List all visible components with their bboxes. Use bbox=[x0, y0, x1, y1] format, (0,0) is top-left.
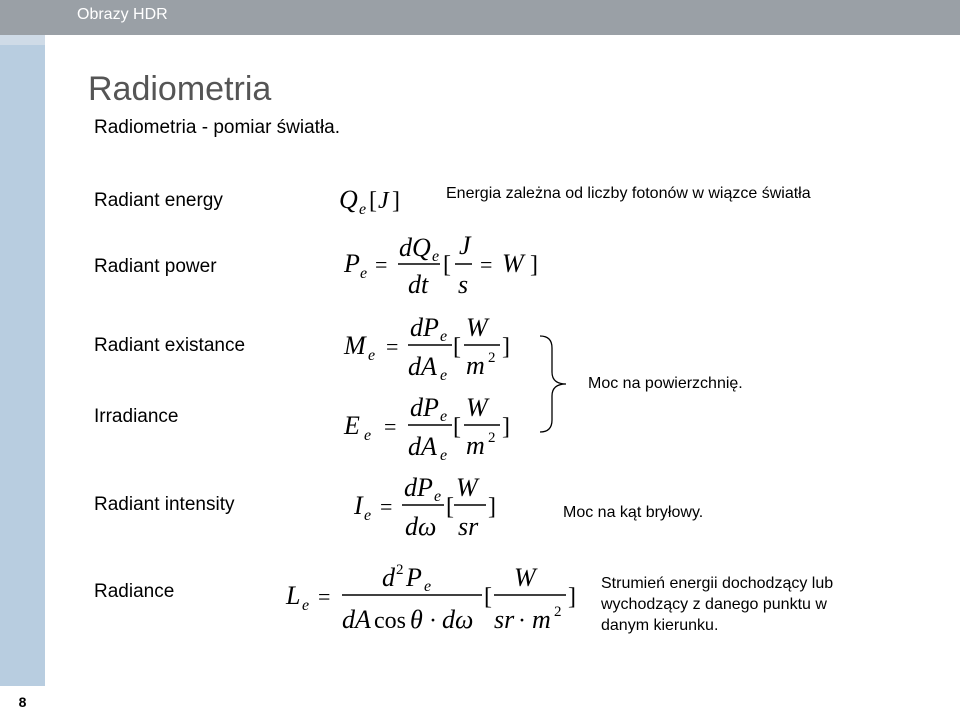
svg-text:e: e bbox=[302, 597, 310, 614]
svg-text:W: W bbox=[514, 563, 536, 592]
svg-text:dP: dP bbox=[404, 473, 433, 502]
desc-radiance-line: danym kierunku. bbox=[601, 617, 719, 634]
svg-text:W: W bbox=[502, 249, 524, 278]
curly-brace bbox=[536, 334, 576, 434]
label-irradiance: Irradiance bbox=[94, 406, 179, 427]
svg-text:sr: sr bbox=[458, 512, 479, 541]
svg-text:]: ] bbox=[568, 584, 576, 610]
svg-text:=: = bbox=[380, 494, 393, 519]
svg-text:]: ] bbox=[530, 252, 538, 278]
svg-text:e: e bbox=[364, 507, 372, 524]
svg-text:e: e bbox=[440, 367, 448, 384]
svg-text:Q: Q bbox=[339, 185, 358, 214]
svg-text:cos: cos bbox=[374, 608, 406, 634]
label-radiance: Radiance bbox=[94, 581, 175, 602]
svg-text:sr: sr bbox=[494, 605, 515, 634]
desc-radiant-energy: Energia zależna od liczby fotonów w wiązce światła bbox=[446, 185, 811, 202]
svg-text:W: W bbox=[466, 313, 488, 342]
svg-text:J: J bbox=[459, 231, 471, 260]
svg-text:]: ] bbox=[392, 188, 400, 214]
formula-radiance bbox=[282, 558, 592, 638]
svg-text:dA: dA bbox=[342, 605, 371, 634]
svg-text:e: e bbox=[440, 328, 448, 345]
svg-text:m: m bbox=[532, 605, 551, 634]
formula-radiant-intensity bbox=[350, 472, 510, 544]
svg-text:dt: dt bbox=[408, 270, 429, 299]
desc-radiance-line: wychodzący z danego punktu w bbox=[601, 596, 827, 613]
svg-text:]: ] bbox=[488, 494, 496, 520]
svg-text:e: e bbox=[359, 201, 367, 218]
svg-text:e: e bbox=[368, 347, 376, 364]
svg-text:W: W bbox=[456, 473, 478, 502]
svg-text:=: = bbox=[480, 252, 493, 277]
svg-text:dQ: dQ bbox=[399, 233, 431, 262]
svg-text:W: W bbox=[466, 393, 488, 422]
svg-text:P: P bbox=[344, 249, 360, 278]
label-radiant-existance: Radiant existance bbox=[94, 335, 246, 356]
svg-text:[: [ bbox=[443, 252, 451, 278]
svg-text:·: · bbox=[429, 608, 437, 634]
sidebar-accent bbox=[0, 35, 45, 45]
svg-text:dP: dP bbox=[410, 313, 439, 342]
svg-text:P: P bbox=[406, 563, 422, 592]
svg-text:dω: dω bbox=[442, 605, 474, 634]
svg-text:·: · bbox=[518, 608, 526, 634]
svg-text:θ: θ bbox=[410, 605, 423, 634]
label-radiant-power: Radiant power bbox=[94, 256, 217, 277]
desc-radiance-line: Strumień energii dochodzący lub bbox=[601, 575, 834, 592]
svg-text:[: [ bbox=[484, 584, 492, 610]
svg-text:M: M bbox=[344, 331, 366, 360]
svg-text:dA: dA bbox=[408, 352, 437, 381]
svg-text:dA: dA bbox=[408, 432, 437, 461]
svg-text:=: = bbox=[318, 584, 331, 609]
formula-irradiance bbox=[340, 392, 520, 464]
svg-text:dP: dP bbox=[410, 393, 439, 422]
svg-text:E: E bbox=[344, 411, 360, 440]
desc-radiant-intensity: Moc na kąt bryłowy. bbox=[563, 504, 704, 521]
sidebar bbox=[0, 35, 45, 718]
svg-text:e: e bbox=[360, 265, 368, 282]
svg-text:2: 2 bbox=[396, 562, 404, 578]
svg-text:e: e bbox=[364, 427, 372, 444]
slide-title: Radiometria bbox=[88, 70, 272, 108]
svg-text:]: ] bbox=[502, 334, 510, 360]
svg-text:s: s bbox=[458, 270, 469, 299]
formula-radiant-existance bbox=[340, 312, 520, 384]
svg-text:e: e bbox=[432, 248, 440, 265]
svg-text:e: e bbox=[434, 488, 442, 505]
desc-radiance bbox=[601, 573, 833, 636]
svg-text:2: 2 bbox=[554, 604, 562, 620]
svg-text:]: ] bbox=[502, 414, 510, 440]
label-radiant-energy: Radiant energy bbox=[94, 190, 223, 211]
svg-text:[: [ bbox=[453, 334, 461, 360]
svg-text:J: J bbox=[378, 188, 389, 214]
svg-text:I: I bbox=[354, 491, 363, 520]
svg-text:m: m bbox=[466, 351, 485, 380]
svg-text:e: e bbox=[424, 578, 432, 595]
svg-text:=: = bbox=[384, 414, 397, 439]
svg-text:2: 2 bbox=[488, 430, 496, 446]
formula-radiant-power bbox=[340, 230, 550, 302]
slide-subtitle: Radiometria - pomiar światła. bbox=[94, 117, 341, 138]
svg-text:[: [ bbox=[369, 188, 377, 214]
page-number: 8 bbox=[0, 686, 45, 718]
svg-text:=: = bbox=[375, 252, 388, 277]
svg-text:e: e bbox=[440, 447, 448, 464]
svg-text:[: [ bbox=[453, 414, 461, 440]
svg-text:d: d bbox=[382, 563, 395, 592]
svg-text:e: e bbox=[440, 408, 448, 425]
svg-text:[: [ bbox=[446, 494, 454, 520]
label-radiant-intensity: Radiant intensity bbox=[94, 494, 235, 515]
header-label: Obrazy HDR bbox=[77, 6, 168, 23]
svg-text:2: 2 bbox=[488, 350, 496, 366]
svg-text:m: m bbox=[466, 431, 485, 460]
svg-text:dω: dω bbox=[405, 512, 437, 541]
svg-text:L: L bbox=[286, 581, 301, 610]
desc-surface-power: Moc na powierzchnię. bbox=[588, 375, 743, 392]
formula-radiant-energy bbox=[335, 180, 415, 220]
svg-text:=: = bbox=[386, 334, 399, 359]
